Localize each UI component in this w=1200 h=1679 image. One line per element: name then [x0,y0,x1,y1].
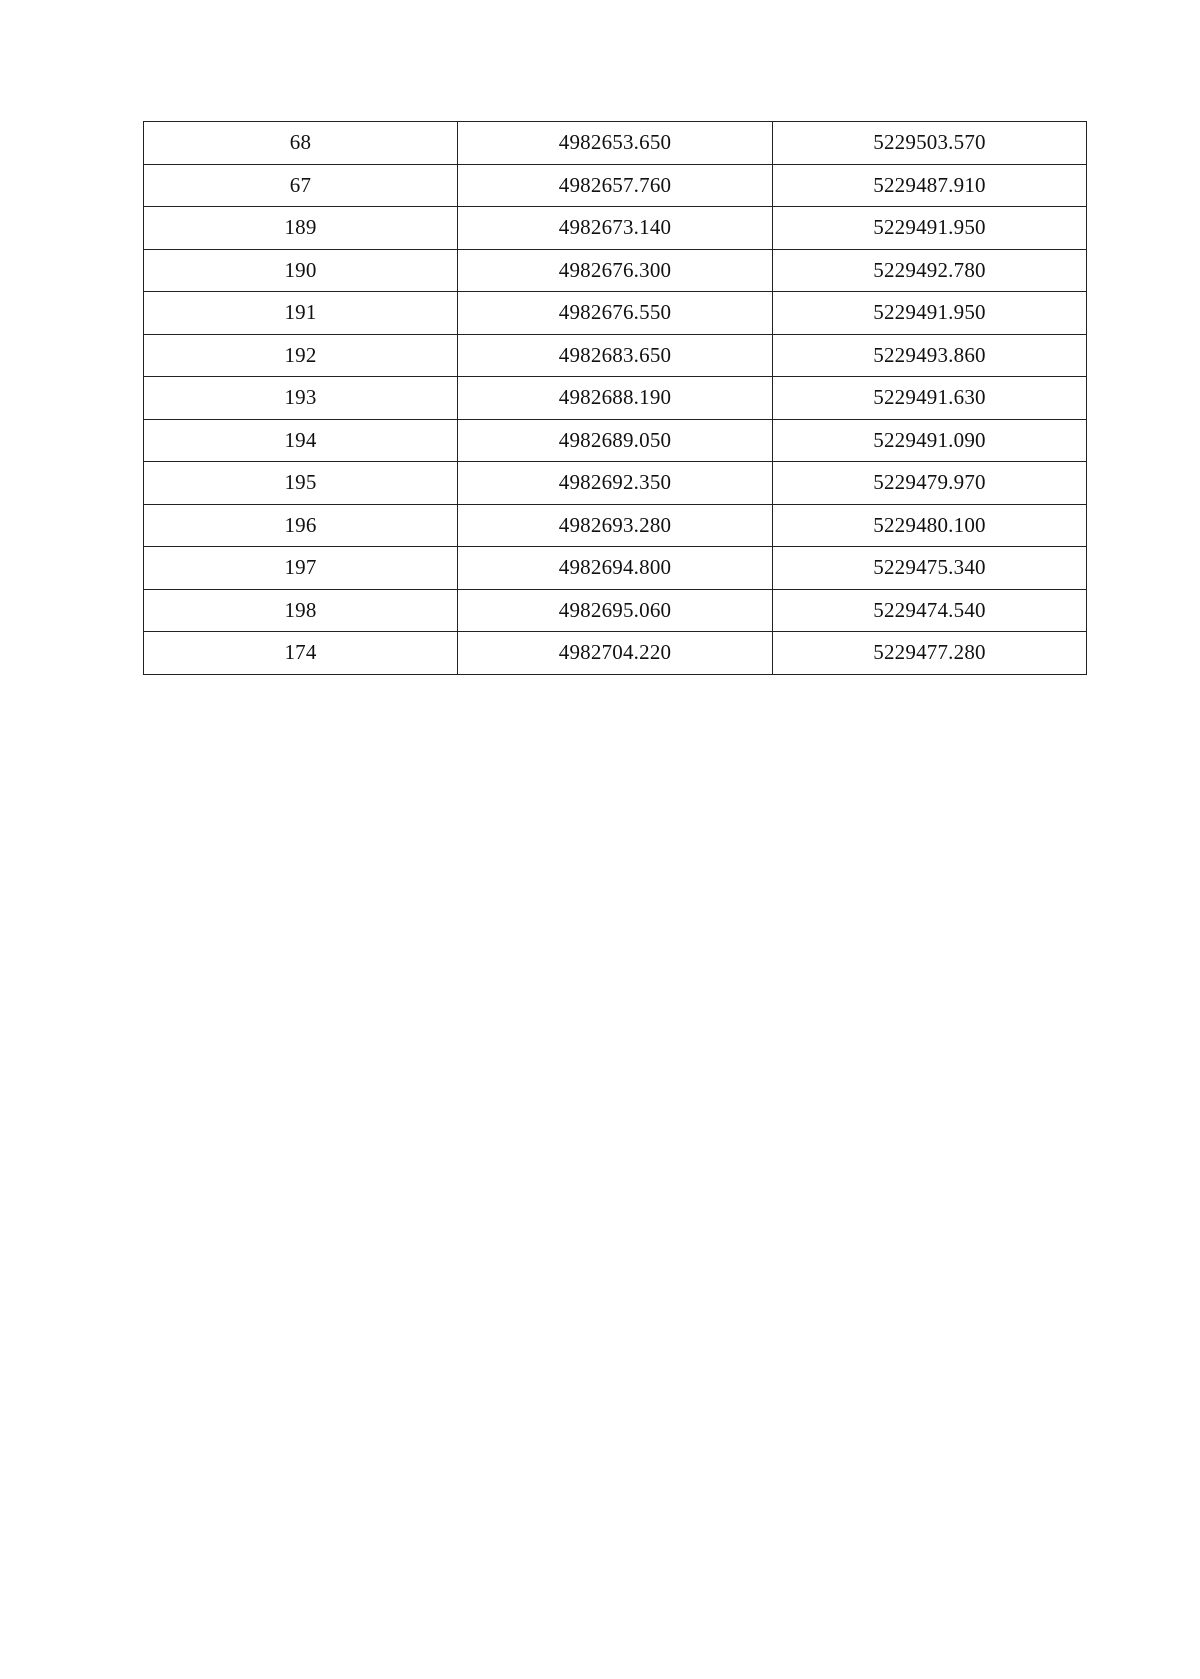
table-row [144,589,1087,632]
x-coordinate-cell: 4982688.190 [458,377,773,420]
y-coordinate-cell: 5229475.340 [773,547,1087,590]
table-row [144,377,1087,420]
y-coordinate-cell: 5229474.540 [773,589,1087,632]
y-coordinate-cell: 5229479.970 [773,462,1087,505]
x-coordinate-cell: 4982683.650 [458,334,773,377]
point-number-cell: 198 [144,589,458,632]
x-coordinate-cell: 4982676.550 [458,292,773,335]
table-row [144,462,1087,505]
y-coordinate-cell: 5229493.860 [773,334,1087,377]
y-coordinate-cell: 5229492.780 [773,249,1087,292]
x-coordinate-cell: 4982692.350 [458,462,773,505]
point-number-cell: 192 [144,334,458,377]
x-coordinate-cell: 4982704.220 [458,632,773,675]
table-row [144,632,1087,675]
table-row [144,334,1087,377]
point-number-cell: 197 [144,547,458,590]
y-coordinate-cell: 5229480.100 [773,504,1087,547]
table-row [144,249,1087,292]
coordinates-table-body [144,122,1087,675]
x-coordinate-cell: 4982657.760 [458,164,773,207]
x-coordinate-cell: 4982689.050 [458,419,773,462]
point-number-cell: 190 [144,249,458,292]
y-coordinate-cell: 5229491.630 [773,377,1087,420]
y-coordinate-cell: 5229503.570 [773,122,1087,165]
table-row [144,547,1087,590]
x-coordinate-cell: 4982693.280 [458,504,773,547]
table-row [144,122,1087,165]
point-number-cell: 196 [144,504,458,547]
point-number-cell: 68 [144,122,458,165]
y-coordinate-cell: 5229487.910 [773,164,1087,207]
x-coordinate-cell: 4982676.300 [458,249,773,292]
x-coordinate-cell: 4982694.800 [458,547,773,590]
x-coordinate-cell: 4982695.060 [458,589,773,632]
table-row [144,207,1087,250]
point-number-cell: 194 [144,419,458,462]
table-row [144,164,1087,207]
point-number-cell: 195 [144,462,458,505]
y-coordinate-cell: 5229491.950 [773,292,1087,335]
y-coordinate-cell: 5229477.280 [773,632,1087,675]
point-number-cell: 191 [144,292,458,335]
table-row [144,292,1087,335]
table-row [144,419,1087,462]
y-coordinate-cell: 5229491.090 [773,419,1087,462]
table-row [144,504,1087,547]
x-coordinate-cell: 4982673.140 [458,207,773,250]
y-coordinate-cell: 5229491.950 [773,207,1087,250]
point-number-cell: 174 [144,632,458,675]
point-number-cell: 67 [144,164,458,207]
coordinates-table [143,121,1087,675]
x-coordinate-cell: 4982653.650 [458,122,773,165]
point-number-cell: 193 [144,377,458,420]
point-number-cell: 189 [144,207,458,250]
